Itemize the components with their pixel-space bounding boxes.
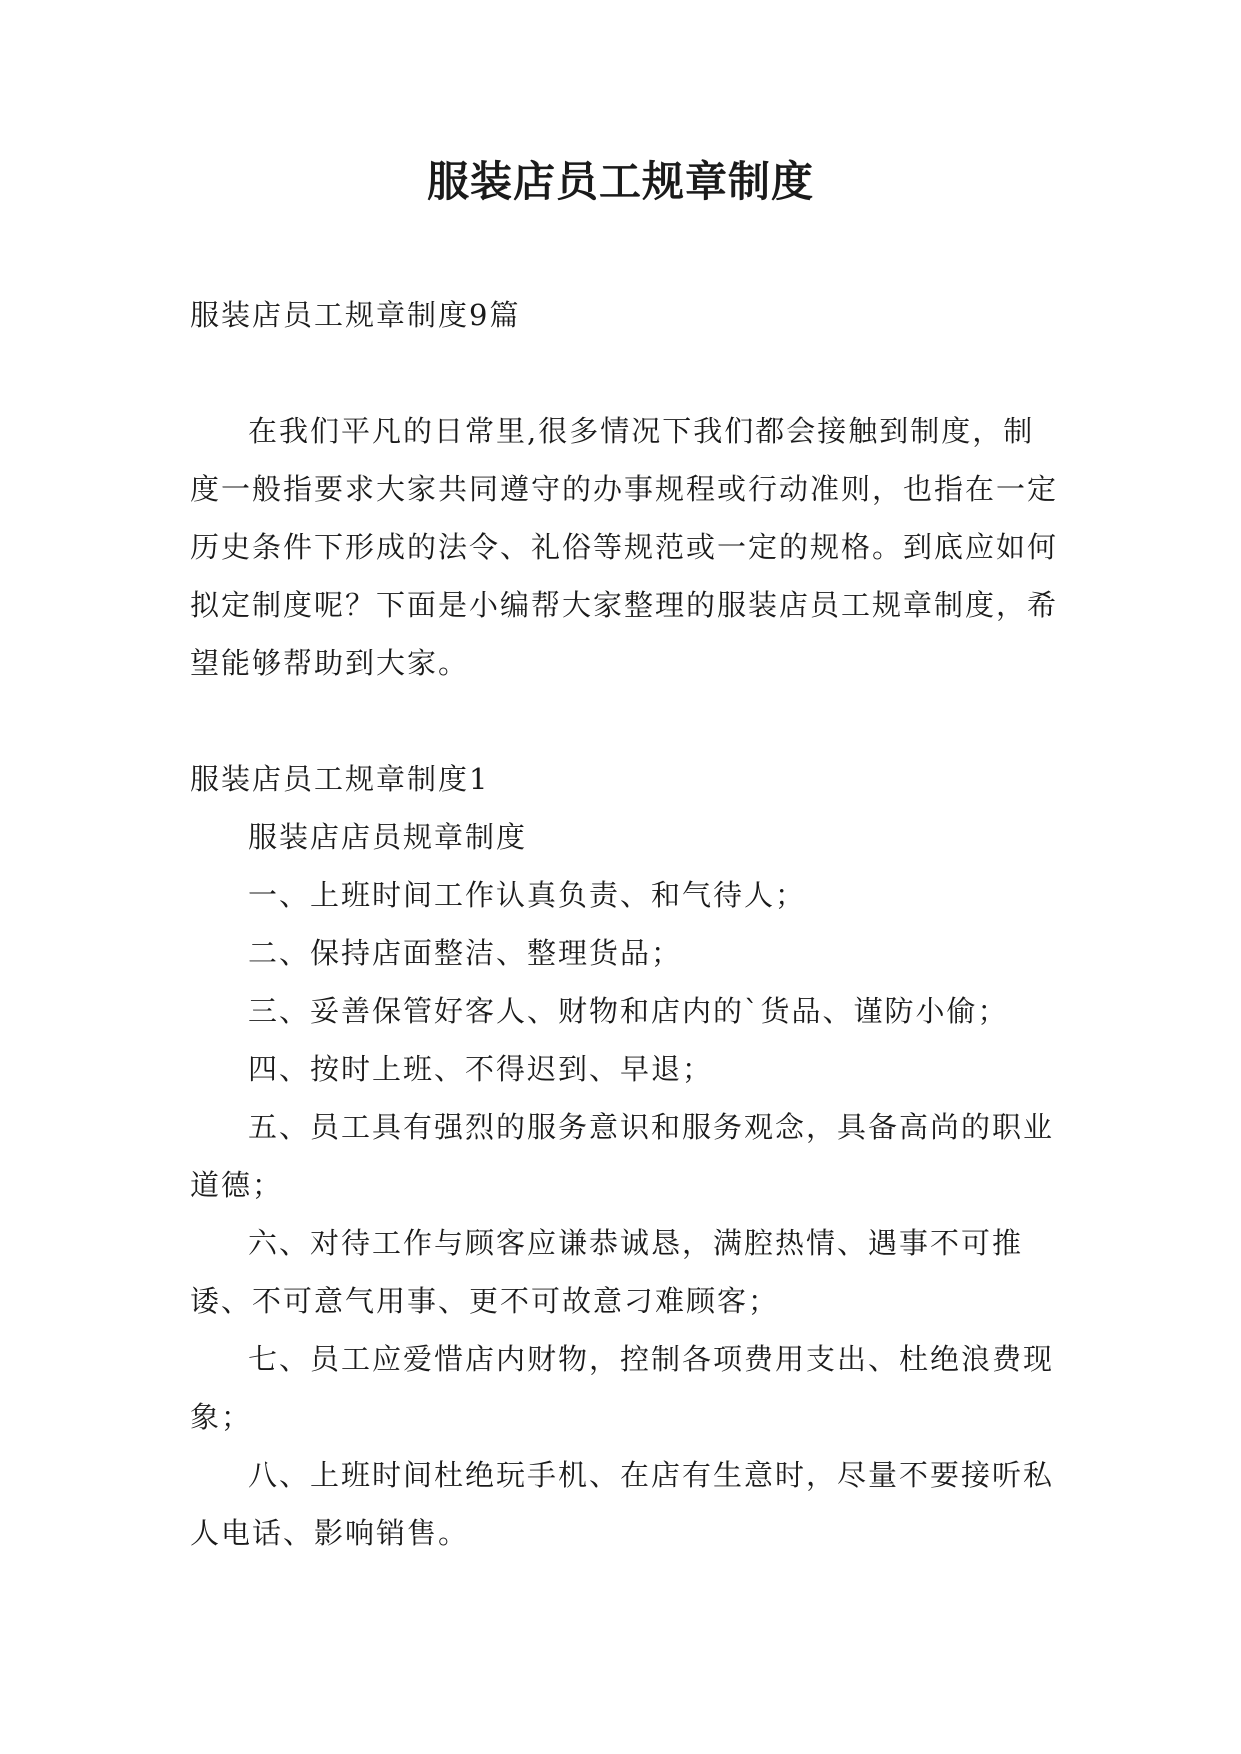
intro-paragraph: 在我们平凡的日常里,很多情况下我们都会接触到制度，制度一般指要求大家共同遵守的办事规程或行动准则，也指在一定历史条件下形成的法令、礼俗等规范或一定的规格。到底应如何拟定制度呢？下面是小编帮大家整理的服装店员工规章制度，希望能够帮助到大家。	[190, 414, 1059, 680]
document-title: 服装店员工规章制度	[426, 157, 814, 206]
rule-item: 二、保持店面整洁、整理货品；	[248, 936, 683, 970]
document-body	[190, 286, 1060, 1562]
document-subtitle: 服装店员工规章制度9篇	[190, 298, 521, 332]
rule-item: 四、按时上班、不得迟到、早退；	[248, 1052, 714, 1086]
rule-item: 六、对待工作与顾客应谦恭诚恳，满腔热情、遇事不可推诿、不可意气用事、更不可故意刁难顾客；	[190, 1226, 1024, 1318]
rule-item: 八、上班时间杜绝玩手机、在店有生意时，尽量不要接听私人电话、影响销售。	[190, 1458, 1055, 1550]
spacer	[190, 344, 1060, 402]
rule-item: 一、上班时间工作认真负责、和气待人；	[248, 878, 807, 912]
section-subheading: 服装店店员规章制度	[248, 820, 528, 854]
rule-item: 三、妥善保管好客人、财物和店内的`货品、谨防小偷；	[248, 994, 1009, 1028]
section-heading: 服装店员工规章制度1	[190, 762, 490, 796]
rule-item: 五、员工具有强烈的服务意识和服务观念，具备高尚的职业道德；	[190, 1110, 1055, 1202]
rule-item: 七、员工应爱惜店内财物，控制各项费用支出、杜绝浪费现象；	[190, 1342, 1055, 1434]
spacer	[190, 692, 1060, 750]
